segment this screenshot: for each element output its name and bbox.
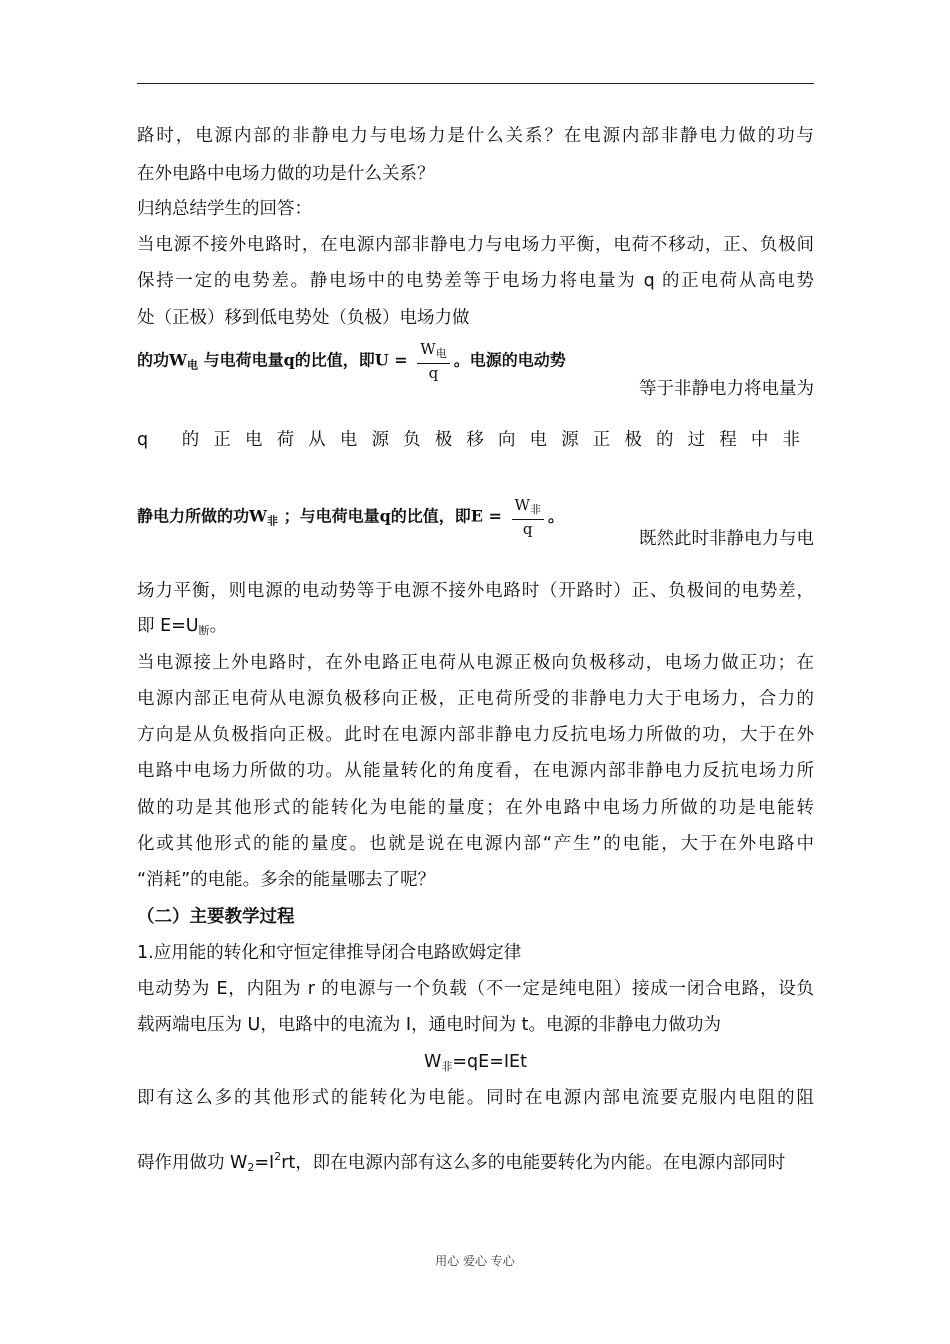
- text-line: 即有这么多的其他形式的能转化为电能。同时在电源内部电流要克服内电阻的阻: [137, 1088, 814, 1108]
- text-line: 电源内部正电荷从电源负极移向正极，正电荷所受的非静电力大于电场力，合力的: [137, 689, 814, 709]
- frac-den: q: [522, 520, 533, 538]
- text-line: q 的正电荷从电源负极移向电源正极的过程中非: [137, 430, 814, 450]
- equation-line: [137, 614, 814, 643]
- eq-suffix: 。: [209, 616, 228, 636]
- text-line: “消耗”的电能。多余的能量哪去了呢？: [137, 870, 436, 890]
- page-footer: 用心 爱心 专心: [435, 1254, 515, 1268]
- text-line: 保持一定的电势差。静电场中的电势差等于电场力将电量为 q 的正电荷从高电势: [137, 271, 814, 291]
- eq-sub: 断: [198, 624, 210, 637]
- text-line: 场力平衡，则电源的电动势等于电源不接外电路时（开路时）正、负极间的电势差，: [137, 581, 814, 601]
- text-line: 当电源不接外电路时，在电源内部非静电力与电场力平衡，电荷不移动，正、负极间: [137, 235, 814, 255]
- work-equation: [137, 1050, 814, 1079]
- formula-emf: [137, 496, 564, 536]
- text-line: 等于非静电力将电量为: [639, 379, 814, 399]
- formula-mid: 与电荷电量q的比值，即U =: [203, 350, 408, 370]
- formula-pre: 静电力所做的功W: [137, 506, 267, 526]
- text-line-with-formula: [137, 1145, 814, 1180]
- text-line: 当电源接上外电路时，在外电路正电荷从电源正极向负极移动，电场力做正功；在: [137, 653, 814, 673]
- header-rule: [137, 83, 814, 84]
- text-line: 方向是从负极指向正极。此时在电源内部非静电力反抗电场力所做的功，大于在外: [137, 725, 814, 745]
- formula-pre-sub: 电: [186, 358, 198, 372]
- frac-den: q: [428, 364, 439, 382]
- formula-post: 。: [547, 506, 564, 526]
- text-line: 既然此时非静电力与电: [639, 529, 814, 549]
- subsection-heading: 1.应用能的转化和守恒定律推导闭合电路欧姆定律: [137, 943, 522, 963]
- text-line: 处（正极）移到低电势处（负极）电场力做: [137, 308, 470, 328]
- frac-num-sub: 电: [435, 347, 447, 360]
- formula-mid: ；与电荷电量q的比值，即E =: [283, 506, 502, 526]
- fraction: [512, 496, 544, 538]
- fraction: [417, 340, 449, 382]
- formula-voltage: [137, 340, 566, 380]
- formula-pre: 的功W: [137, 350, 187, 370]
- seg-sup: 2: [274, 1150, 282, 1163]
- text-line: 载两端电压为 U，电路中的电流为 I，通电时间为 t。电源的非静电力做功为: [137, 1015, 722, 1035]
- frac-num-sub: 非: [529, 503, 541, 516]
- text-line: 归纳总结学生的回答：: [137, 199, 312, 219]
- text-line: 做的功是其他形式的能转化为电能的量度；在外电路中电场力所做的功是电能转: [137, 798, 814, 818]
- seg-a: 碍作用做功 W: [137, 1153, 248, 1173]
- formula-pre-sub: 非: [266, 514, 278, 528]
- seg-b: =I: [254, 1153, 275, 1173]
- text-line: 电动势为 E，内阻为 r 的电源与一个负载（不一定是纯电阻）接成一闭合电路，设负: [137, 979, 814, 999]
- work-w: W: [424, 1052, 442, 1072]
- text-line: 路时，电源内部的非静电力与电场力是什么关系？在电源内部非静电力做的功与: [137, 126, 814, 146]
- frac-num: W: [420, 340, 436, 358]
- eq-prefix: 即 E=U: [137, 616, 199, 636]
- work-sub: 非: [441, 1060, 453, 1073]
- section-heading: （二）主要教学过程: [137, 907, 295, 927]
- text-line: 化或其他形式的能的量度。也就是说在电源内部“产生”的电能，大于在外电路中: [137, 834, 814, 854]
- formula-post: 。电源的电动势: [453, 350, 566, 370]
- work-rest: =qE=IEt: [452, 1052, 527, 1072]
- seg-c: rt，即在电源内部有这么多的电能要转化为内能。在电源内部同时: [281, 1153, 786, 1173]
- seg-sub: 2: [247, 1161, 255, 1174]
- frac-num: W: [514, 496, 530, 514]
- text-line: 电路中电场力所做的功。从能量转化的角度看，在电源内部非静电力反抗电场力所: [137, 761, 814, 781]
- text-line: 在外电路中电场力做的功是什么关系？: [137, 164, 435, 184]
